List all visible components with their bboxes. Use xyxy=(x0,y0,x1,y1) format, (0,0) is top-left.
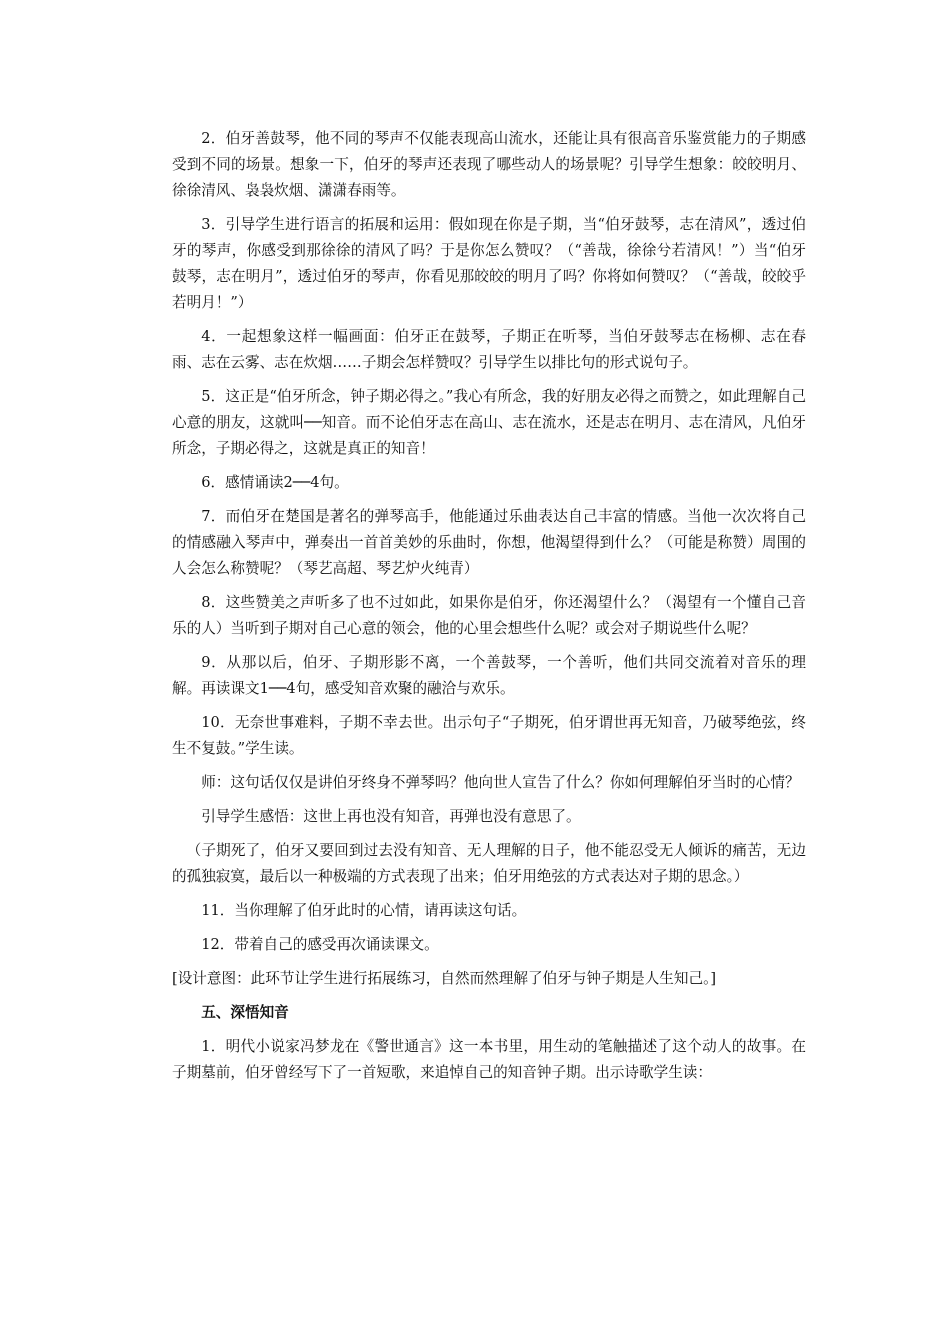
document-page xyxy=(172,126,806,1094)
design-intent: [设计意图：此环节让学生进行拓展练习，自然而然理解了伯牙与钟子期是人生知己。] xyxy=(172,970,717,987)
paragraph-11: 11．当你理解了伯牙此时的心情，请再读这句话。 xyxy=(201,902,527,919)
teacher-question: 师：这句话仅仅是讲伯牙终身不弹琴吗？他向世人宣告了什么？你如何理解伯牙当时的心情？ xyxy=(201,774,800,791)
final-paragraph: 1．明代小说家冯梦龙在《警世通言》这一本书里，用生动的笔触描述了这个动人的故事。在子期墓前，伯牙曾经写下了一首短歌，来追悼自己的知音钟子期。出示诗歌学生读： xyxy=(172,1038,806,1081)
section-heading: 五、深悟知音 xyxy=(201,1004,289,1021)
paragraph-4: 4．一起想象这样一幅画面：伯牙正在鼓琴，子期正在听琴，当伯牙鼓琴志在杨柳、志在春雨、志在云雾、志在炊烟……子期会怎样赞叹？引导学生以排比句的形式说句子。 xyxy=(172,328,806,371)
paragraph-5: 5．这正是“伯牙所念，钟子期必得之。”我心有所念，我的好朋友必得之而赞之，如此理解自己心意的朋友，这就叫──知音。而不论伯牙志在高山、志在流水，还是志在明月、志在清风，凡伯牙所念，子期必得之，这就是真正的知音！ xyxy=(172,388,806,457)
paragraph-2: 2．伯牙善鼓琴，他不同的琴声不仅能表现高山流水，还能让具有很高音乐鉴赏能力的子期感受到不同的场景。想象一下，伯牙的琴声还表现了哪些动人的场景呢？引导学生想象：皎皎明月、徐徐清风、袅袅炊烟、潇潇春雨等。 xyxy=(172,130,806,199)
paragraph-12: 12．带着自己的感受再次诵读课文。 xyxy=(201,936,439,953)
paragraph-9: 9．从那以后，伯牙、子期形影不离，一个善鼓琴，一个善听，他们共同交流着对音乐的理解。再读课文1──4句，感受知音欢聚的融洽与欢乐。 xyxy=(172,654,806,697)
paragraph-10: 10．无奈世事难料，子期不幸去世。出示句子“子期死，伯牙谓世再无知音，乃破琴绝弦，终生不复鼓。”学生读。 xyxy=(172,714,806,757)
paragraph-6: 6．感情诵读2──4句。 xyxy=(201,474,349,491)
paragraph-3: 3．引导学生进行语言的拓展和运用：假如现在你是子期，当“伯牙鼓琴，志在清风”，透过伯牙的琴声，你感受到那徐徐的清风了吗？于是你怎么赞叹？（“善哉，徐徐兮若清风！”）当“伯牙鼓琴，志在明月”，透过伯牙的琴声，你看见那皎皎的明月了吗？你将如何赞叹？（“善哉，皎皎乎若明月！”） xyxy=(172,216,806,311)
paragraph-7: 7．而伯牙在楚国是著名的弹琴高手，他能通过乐曲表达自己丰富的情感。当他一次次将自己的情感融入琴声中，弹奏出一首首美妙的乐曲时，你想，他渴望得到什么？（可能是称赞）周围的人会怎么称赞呢？（琴艺高超、琴艺炉火纯青） xyxy=(172,508,806,577)
parenthetical-note: （子期死了，伯牙又要回到过去没有知音、无人理解的日子，他不能忍受无人倾诉的痛苦，无边的孤独寂寞，最后以一种极端的方式表现了出来；伯牙用绝弦的方式表达对子期的思念。） xyxy=(172,842,806,885)
paragraph-8: 8．这些赞美之声听多了也不过如此，如果你是伯牙，你还渴望什么？（渴望有一个懂自己音乐的人）当听到子期对自己心意的领会，他的心里会想些什么呢？或会对子期说些什么呢？ xyxy=(172,594,806,637)
guide-insight: 引导学生感悟：这世上再也没有知音，再弹也没有意思了。 xyxy=(201,808,581,825)
